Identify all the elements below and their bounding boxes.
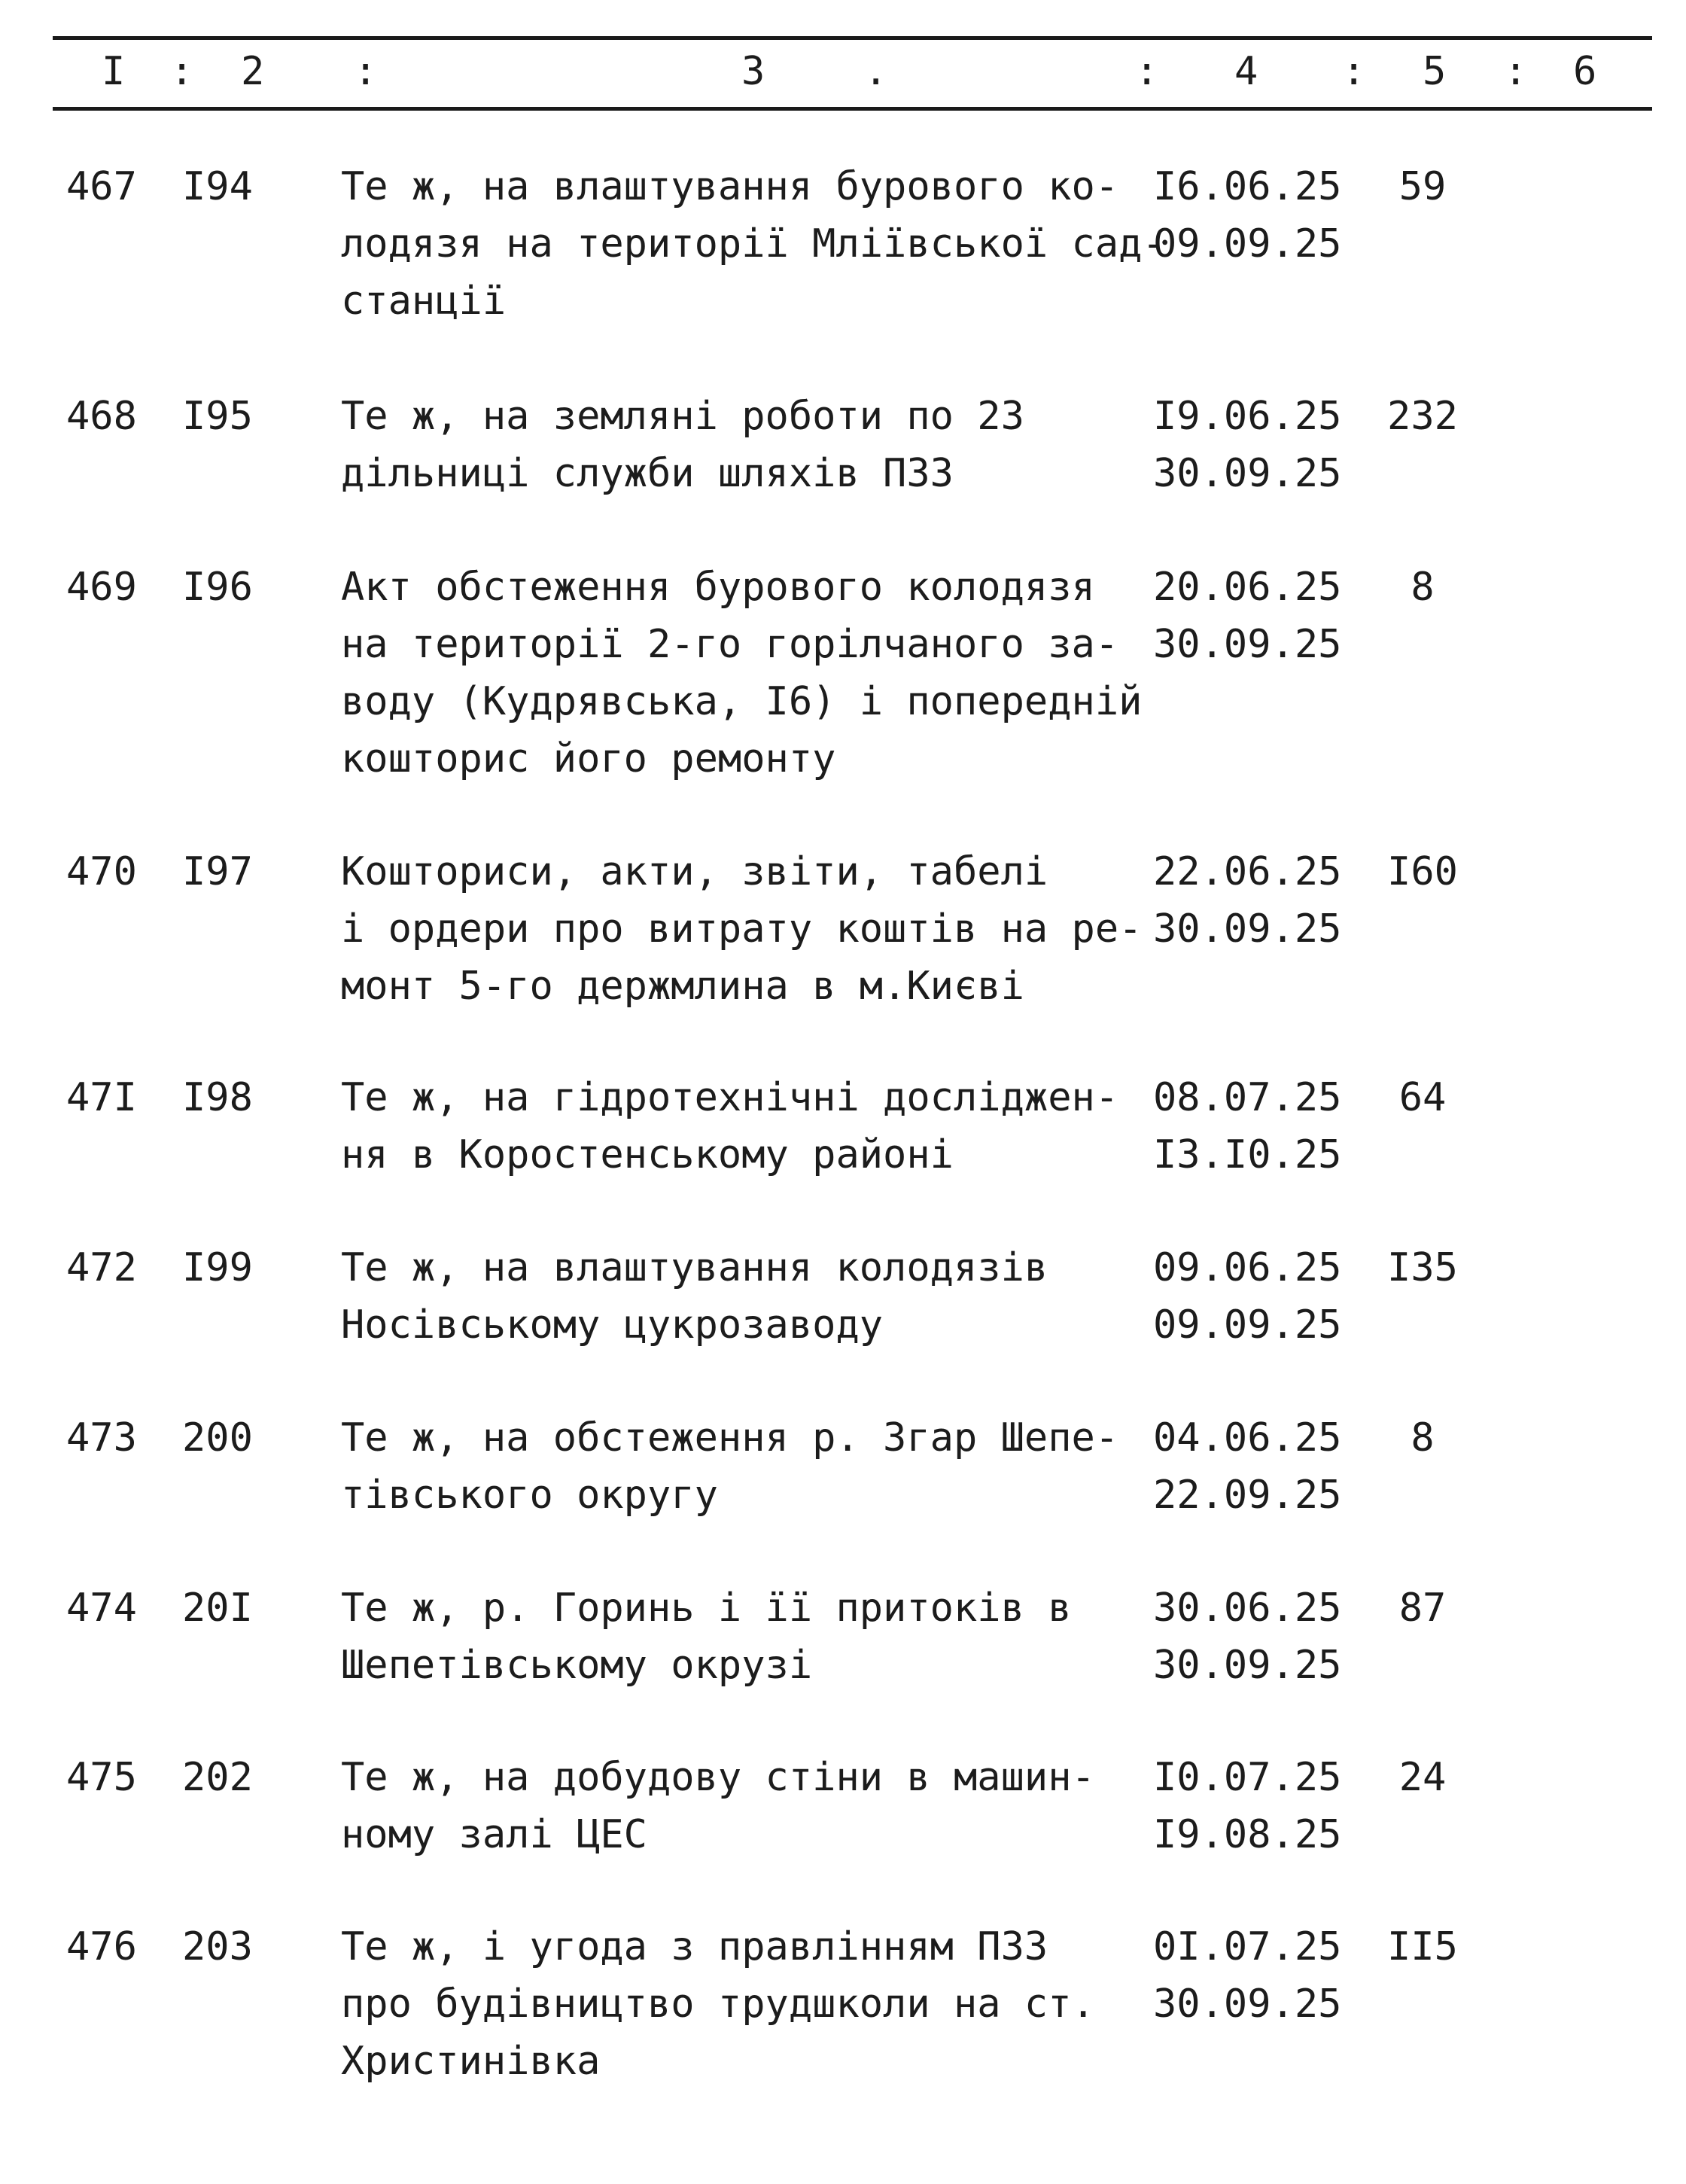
file-number: 200: [182, 1415, 253, 1461]
item-title-line: ному залі ЦЕС: [341, 1812, 647, 1857]
start-date: 04.06.25: [1153, 1415, 1342, 1461]
header-bottom-rule: [53, 107, 1652, 111]
header-dot: .: [864, 49, 888, 94]
file-number: I98: [182, 1075, 253, 1120]
item-title-line: Те ж, на влаштування бурового ко-: [341, 164, 1119, 209]
header-col-5: 5: [1423, 49, 1447, 94]
file-number: I94: [182, 164, 253, 209]
sheet-count: 8: [1411, 565, 1435, 610]
sheet-count: 232: [1387, 394, 1458, 439]
item-title-line: Христинівка: [341, 2039, 601, 2084]
end-date: 09.09.25: [1153, 1302, 1342, 1348]
item-title-line: Акт обстеження бурового колодязя: [341, 565, 1095, 610]
start-date: 0I.07.25: [1153, 1924, 1342, 1969]
item-title-line: Те ж, р. Горинь і її притоків в: [341, 1585, 1072, 1631]
item-title-line: монт 5-го держмлина в м.Києві: [341, 964, 1024, 1009]
start-date: I9.06.25: [1153, 394, 1342, 439]
start-date: I6.06.25: [1153, 164, 1342, 209]
sheet-count: 64: [1398, 1075, 1447, 1120]
header-col-3: 3: [741, 49, 765, 94]
header-col-1: I: [102, 49, 126, 94]
item-title-line: Те ж, на влаштування колодязів: [341, 1245, 1048, 1290]
file-number: 203: [182, 1924, 253, 1969]
item-number: 473: [66, 1415, 137, 1461]
item-number: 476: [66, 1924, 137, 1969]
item-title-line: Те ж, і угода з правлінням ПЗЗ: [341, 1924, 1048, 1969]
end-date: 30.09.25: [1153, 1643, 1342, 1688]
start-date: 22.06.25: [1153, 849, 1342, 894]
item-number: 469: [66, 565, 137, 610]
item-title-line: кошторис його ремонту: [341, 736, 836, 781]
item-title-line: Носівському цукрозаводу: [341, 1302, 884, 1348]
file-number: 202: [182, 1755, 253, 1800]
sheet-count: 24: [1398, 1755, 1447, 1800]
item-title-line: на території 2-го горілчаного за-: [341, 622, 1119, 667]
item-number: 475: [66, 1755, 137, 1800]
start-date: 30.06.25: [1153, 1585, 1342, 1631]
item-number: 474: [66, 1585, 137, 1631]
item-title-line: Шепетівському окрузі: [341, 1643, 813, 1688]
start-date: 20.06.25: [1153, 565, 1342, 610]
end-date: 30.09.25: [1153, 1981, 1342, 2027]
file-number: I95: [182, 394, 253, 439]
sheet-count: I35: [1387, 1245, 1458, 1290]
item-title-line: воду (Кудрявська, I6) і попередній: [341, 679, 1143, 724]
start-date: 09.06.25: [1153, 1245, 1342, 1290]
item-title-line: Те ж, на земляні роботи по 23: [341, 394, 1024, 439]
item-title-line: дільниці служби шляхів ПЗЗ: [341, 451, 954, 496]
item-title-line: Те ж, на обстеження р. Згар Шепе-: [341, 1415, 1119, 1461]
item-title-line: і ордери про витрату коштів на ре-: [341, 906, 1143, 952]
item-number: 468: [66, 394, 137, 439]
file-number: I99: [182, 1245, 253, 1290]
header-col-6: 6: [1573, 49, 1597, 94]
item-number: 467: [66, 164, 137, 209]
sheet-count: 59: [1398, 164, 1447, 209]
end-date: 30.09.25: [1153, 906, 1342, 952]
end-date: 30.09.25: [1153, 451, 1342, 496]
item-title-line: про будівництво трудшколи на ст.: [341, 1981, 1095, 2027]
item-title-line: Те ж, на гідротехнічні дослiджен-: [341, 1075, 1119, 1120]
item-title-line: Кошториси, акти, звіти, табелі: [341, 849, 1048, 894]
sheet-count: II5: [1387, 1924, 1458, 1969]
item-number: 472: [66, 1245, 137, 1290]
header-separator: :: [354, 49, 378, 94]
sheet-count: 8: [1411, 1415, 1435, 1461]
file-number: I96: [182, 565, 253, 610]
item-title-line: станції: [341, 279, 507, 324]
item-title-line: ня в Коростенському районі: [341, 1132, 954, 1177]
header-separator: :: [1342, 49, 1366, 94]
start-date: 08.07.25: [1153, 1075, 1342, 1120]
header-separator: :: [1504, 49, 1528, 94]
file-number: 20I: [182, 1585, 253, 1631]
header-col-2: 2: [241, 49, 265, 94]
item-number: 470: [66, 849, 137, 894]
start-date: I0.07.25: [1153, 1755, 1342, 1800]
item-title-line: лодязя на території Мліївської сад-: [341, 221, 1166, 267]
sheet-count: 87: [1398, 1585, 1447, 1631]
item-number: 47I: [66, 1075, 137, 1120]
item-title-line: Те ж, на добудову стіни в машин-: [341, 1755, 1095, 1800]
end-date: I9.08.25: [1153, 1812, 1342, 1857]
header-separator: :: [170, 49, 194, 94]
header-col-4: 4: [1234, 49, 1258, 94]
item-title-line: тівського округу: [341, 1473, 718, 1518]
sheet-count: I60: [1387, 849, 1458, 894]
end-date: 30.09.25: [1153, 622, 1342, 667]
header-top-rule: [53, 36, 1652, 40]
end-date: 09.09.25: [1153, 221, 1342, 267]
end-date: 22.09.25: [1153, 1473, 1342, 1518]
header-separator: :: [1135, 49, 1159, 94]
end-date: I3.I0.25: [1153, 1132, 1342, 1177]
file-number: I97: [182, 849, 253, 894]
